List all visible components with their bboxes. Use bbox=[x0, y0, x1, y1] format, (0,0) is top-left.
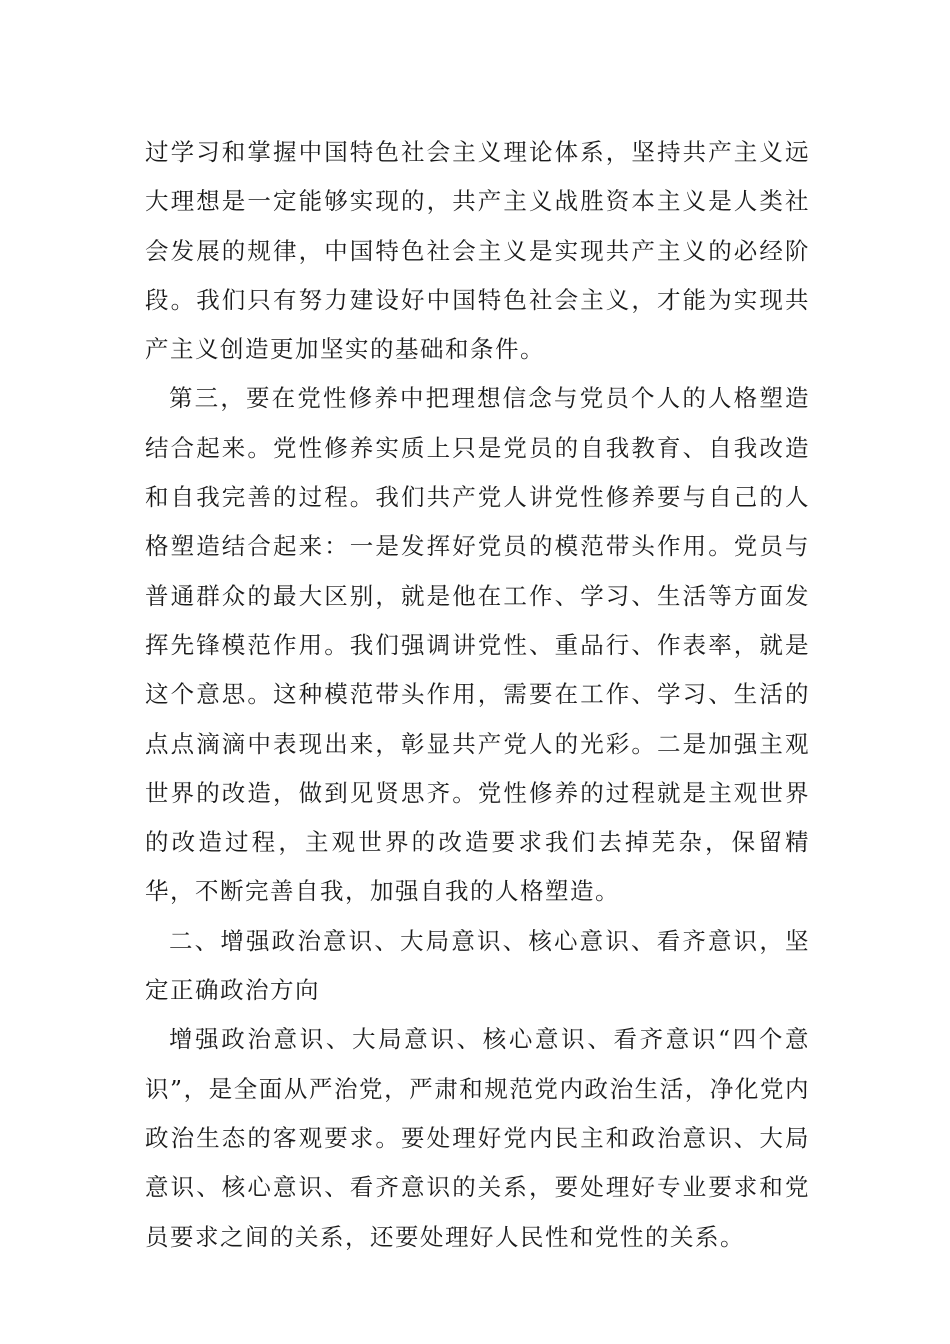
paragraph-party-spirit: 第三，要在党性修养中把理想信念与党员个人的人格塑造结合起来。党性修养实质上只是党员的自我教育、自我改造和自我完善的过程。我们共产党人讲党性修养要与自己的人格塑造结合起来：一是发挥好党员的模范带头作用。党员与普通群众的最大区别，就是他在工作、学习、生活等方面发挥先锋模范作用。我们强调讲党性、重品行、作表率，就是这个意思。这种模范带头作用，需要在工作、学习、生活的点点滴滴中表现出来，彰显共产党人的光彩。二是加强主观世界的改造，做到见贤思齐。党性修养的过程就是主观世界的改造过程，主观世界的改造要求我们去掉芜杂，保留精华，不断完善自我，加强自我的人格塑造。 bbox=[145, 384, 810, 906]
document-body bbox=[145, 128, 810, 1262]
paragraph-continuation: 过学习和掌握中国特色社会主义理论体系，坚持共产主义远大理想是一定能够实现的，共产主义战胜资本主义是人类社会发展的规律，中国特色社会主义是实现共产主义的必经阶段。我们只有努力建设好中国特色社会主义，才能为实现共产主义创造更加坚实的基础和条件。 bbox=[145, 138, 810, 364]
paragraph-four-consciousness: 增强政治意识、大局意识、核心意识、看齐意识“四个意识”，是全面从严治党，严肃和规范党内政治生活，净化党内政治生态的客观要求。要处理好党内民主和政治意识、大局意识、核心意识、看齐意识的关系，要处理好专业要求和党员要求之间的关系，还要处理好人民性和党性的关系。 bbox=[145, 1025, 810, 1251]
section-heading-two: 二、增强政治意识、大局意识、核心意识、看齐意识，坚定正确政治方向 bbox=[145, 926, 810, 1005]
